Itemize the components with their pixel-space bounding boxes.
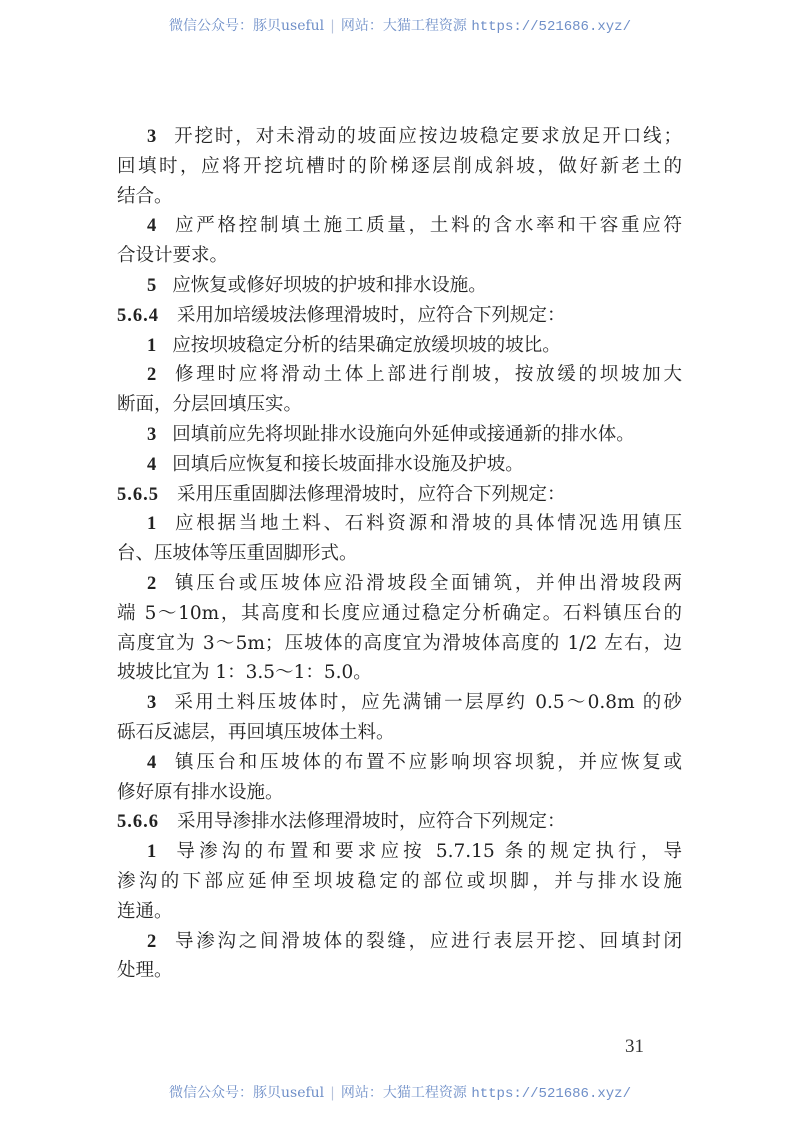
item-number: 3 [147, 693, 157, 714]
item-number: 3 [147, 127, 157, 147]
text-line [117, 956, 682, 986]
line-text: 修好原有排水设施。 [117, 781, 284, 803]
item-paragraph [117, 331, 682, 361]
item-paragraph [117, 569, 682, 688]
text-line [117, 569, 682, 599]
item-paragraph [117, 927, 682, 987]
item-paragraph [117, 748, 682, 808]
line-text: 应严格控制填土施工质量，土料的含水率和干容重应符 [172, 215, 682, 237]
watermark-separator: | [330, 1085, 335, 1101]
item-paragraph [117, 211, 682, 271]
item-paragraph [117, 688, 682, 748]
item-paragraph [117, 360, 682, 420]
clause-paragraph [117, 301, 682, 331]
line-text: 应按坝坡稳定分析的结果确定放缓坝坡的坡比。 [172, 334, 561, 356]
line-text: 应恢复或修好坝坡的护坡和排水设施。 [172, 274, 487, 296]
line-text: 采用土料压坡体时，应先满铺一层厚约 0.5～0.8m 的砂 [172, 692, 682, 714]
line-text: 回填时，应将开挖坑槽时的阶梯逐层削成斜坡，做好新老土的 [117, 155, 682, 177]
text-line [117, 718, 682, 748]
line-text: 应根据当地土料、石料资源和滑坡的具体情况选用镇压 [172, 513, 682, 535]
text-line [117, 539, 682, 569]
line-text: 回填前应先将坝趾排水设施向外延伸或接通新的排水体。 [172, 423, 635, 445]
item-number: 2 [147, 931, 157, 952]
item-number: 1 [147, 842, 157, 863]
watermark-wechat: 微信公众号：豚贝useful [169, 18, 325, 34]
text-line [117, 778, 682, 808]
text-line [117, 241, 682, 271]
line-text: 断面，分层回填压实。 [117, 394, 303, 416]
clause-number: 5.6.5 [117, 484, 159, 505]
item-number: 4 [147, 454, 157, 475]
line-text: 导渗沟之间滑坡体的裂缝，应进行表层开挖、回填封闭 [172, 930, 682, 952]
item-number: 4 [147, 752, 157, 773]
line-text: 端 5～10m，其高度和长度应通过稳定分析确定。石料镇压台的 [117, 602, 682, 624]
item-paragraph [117, 450, 682, 480]
text-line [117, 450, 682, 480]
text-line [117, 599, 682, 629]
line-text: 镇压台或压坡体应沿滑坡段全面铺筑，并伸出滑坡段两 [172, 572, 682, 594]
watermark-site: 网站：大猫工程资源 [340, 1085, 467, 1101]
clause-number: 5.6.6 [117, 812, 159, 833]
item-paragraph [117, 509, 682, 569]
text-line [117, 807, 682, 837]
text-line [117, 420, 682, 450]
line-text: 处理。 [117, 960, 173, 982]
line-text: 渗沟的下部应延伸至坝坡稳定的部位或坝脚，并与排水设施 [117, 870, 682, 892]
item-number: 1 [147, 514, 157, 535]
watermark-wechat: 微信公众号：豚贝useful [169, 1085, 325, 1101]
item-number: 5 [147, 275, 157, 296]
text-line [117, 748, 682, 778]
watermark-separator: | [330, 18, 335, 34]
text-line [117, 271, 682, 301]
line-text: 开挖时，对未滑动的坡面应按边坡稳定要求放足开口线； [172, 126, 682, 147]
text-line [117, 509, 682, 539]
document-body [117, 122, 682, 986]
line-text: 采用加培缓坡法修理滑坡时，应符合下列规定： [177, 304, 566, 326]
line-text: 镇压台和压坡体的布置不应影响坝容坝貌，并应恢复或 [172, 751, 682, 773]
item-number: 2 [147, 573, 157, 594]
text-line [117, 331, 682, 361]
line-text: 采用导渗排水法修理滑坡时，应符合下列规定： [177, 811, 566, 833]
clause-paragraph [117, 480, 682, 510]
item-paragraph [117, 420, 682, 450]
line-text: 采用压重固脚法修理滑坡时，应符合下列规定： [177, 483, 566, 505]
text-line [117, 152, 682, 182]
text-line [117, 480, 682, 510]
line-text: 合设计要求。 [117, 245, 229, 267]
text-line [117, 390, 682, 420]
item-paragraph [117, 122, 682, 211]
text-line [117, 927, 682, 957]
line-text: 修理时应将滑动土体上部进行削坡，按放缓的坝坡加大 [172, 364, 682, 386]
item-paragraph [117, 271, 682, 301]
text-line [117, 122, 682, 152]
line-text: 结合。 [117, 185, 173, 207]
text-line [117, 867, 682, 897]
text-line [117, 211, 682, 241]
item-number: 2 [147, 365, 157, 386]
line-text: 回填后应恢复和接长坡面排水设施及护坡。 [172, 453, 524, 475]
text-line [117, 837, 682, 867]
watermark-site: 网站：大猫工程资源 [340, 18, 467, 34]
text-line [117, 658, 682, 688]
item-number: 4 [147, 216, 157, 237]
line-text: 坡坡比宜为 1：3.5～1：5.0。 [117, 662, 372, 684]
line-text: 导渗沟的布置和要求应按 5.7.15 条的规定执行，导 [172, 841, 682, 863]
watermark-header [0, 17, 800, 36]
line-text: 台、压坡体等压重固脚形式。 [117, 543, 358, 565]
line-text: 高度宜为 3～5m；压坡体的高度宜为滑坡体高度的 1/2 左右，边 [117, 632, 682, 654]
watermark-url: https://521686.xyz/ [471, 19, 631, 35]
text-line [117, 301, 682, 331]
text-line [117, 629, 682, 659]
item-number: 3 [147, 424, 157, 445]
watermark-url: https://521686.xyz/ [471, 1086, 631, 1102]
item-number: 1 [147, 335, 157, 356]
text-line [117, 897, 682, 927]
text-line [117, 688, 682, 718]
page-number: 31 [625, 1036, 644, 1057]
text-line [117, 360, 682, 390]
line-text: 砾石反滤层，再回填压坡体土料。 [117, 721, 395, 743]
line-text: 连通。 [117, 900, 173, 922]
text-line [117, 182, 682, 212]
watermark-footer [0, 1084, 800, 1103]
item-paragraph [117, 837, 682, 926]
clause-paragraph [117, 807, 682, 837]
clause-number: 5.6.4 [117, 305, 159, 326]
